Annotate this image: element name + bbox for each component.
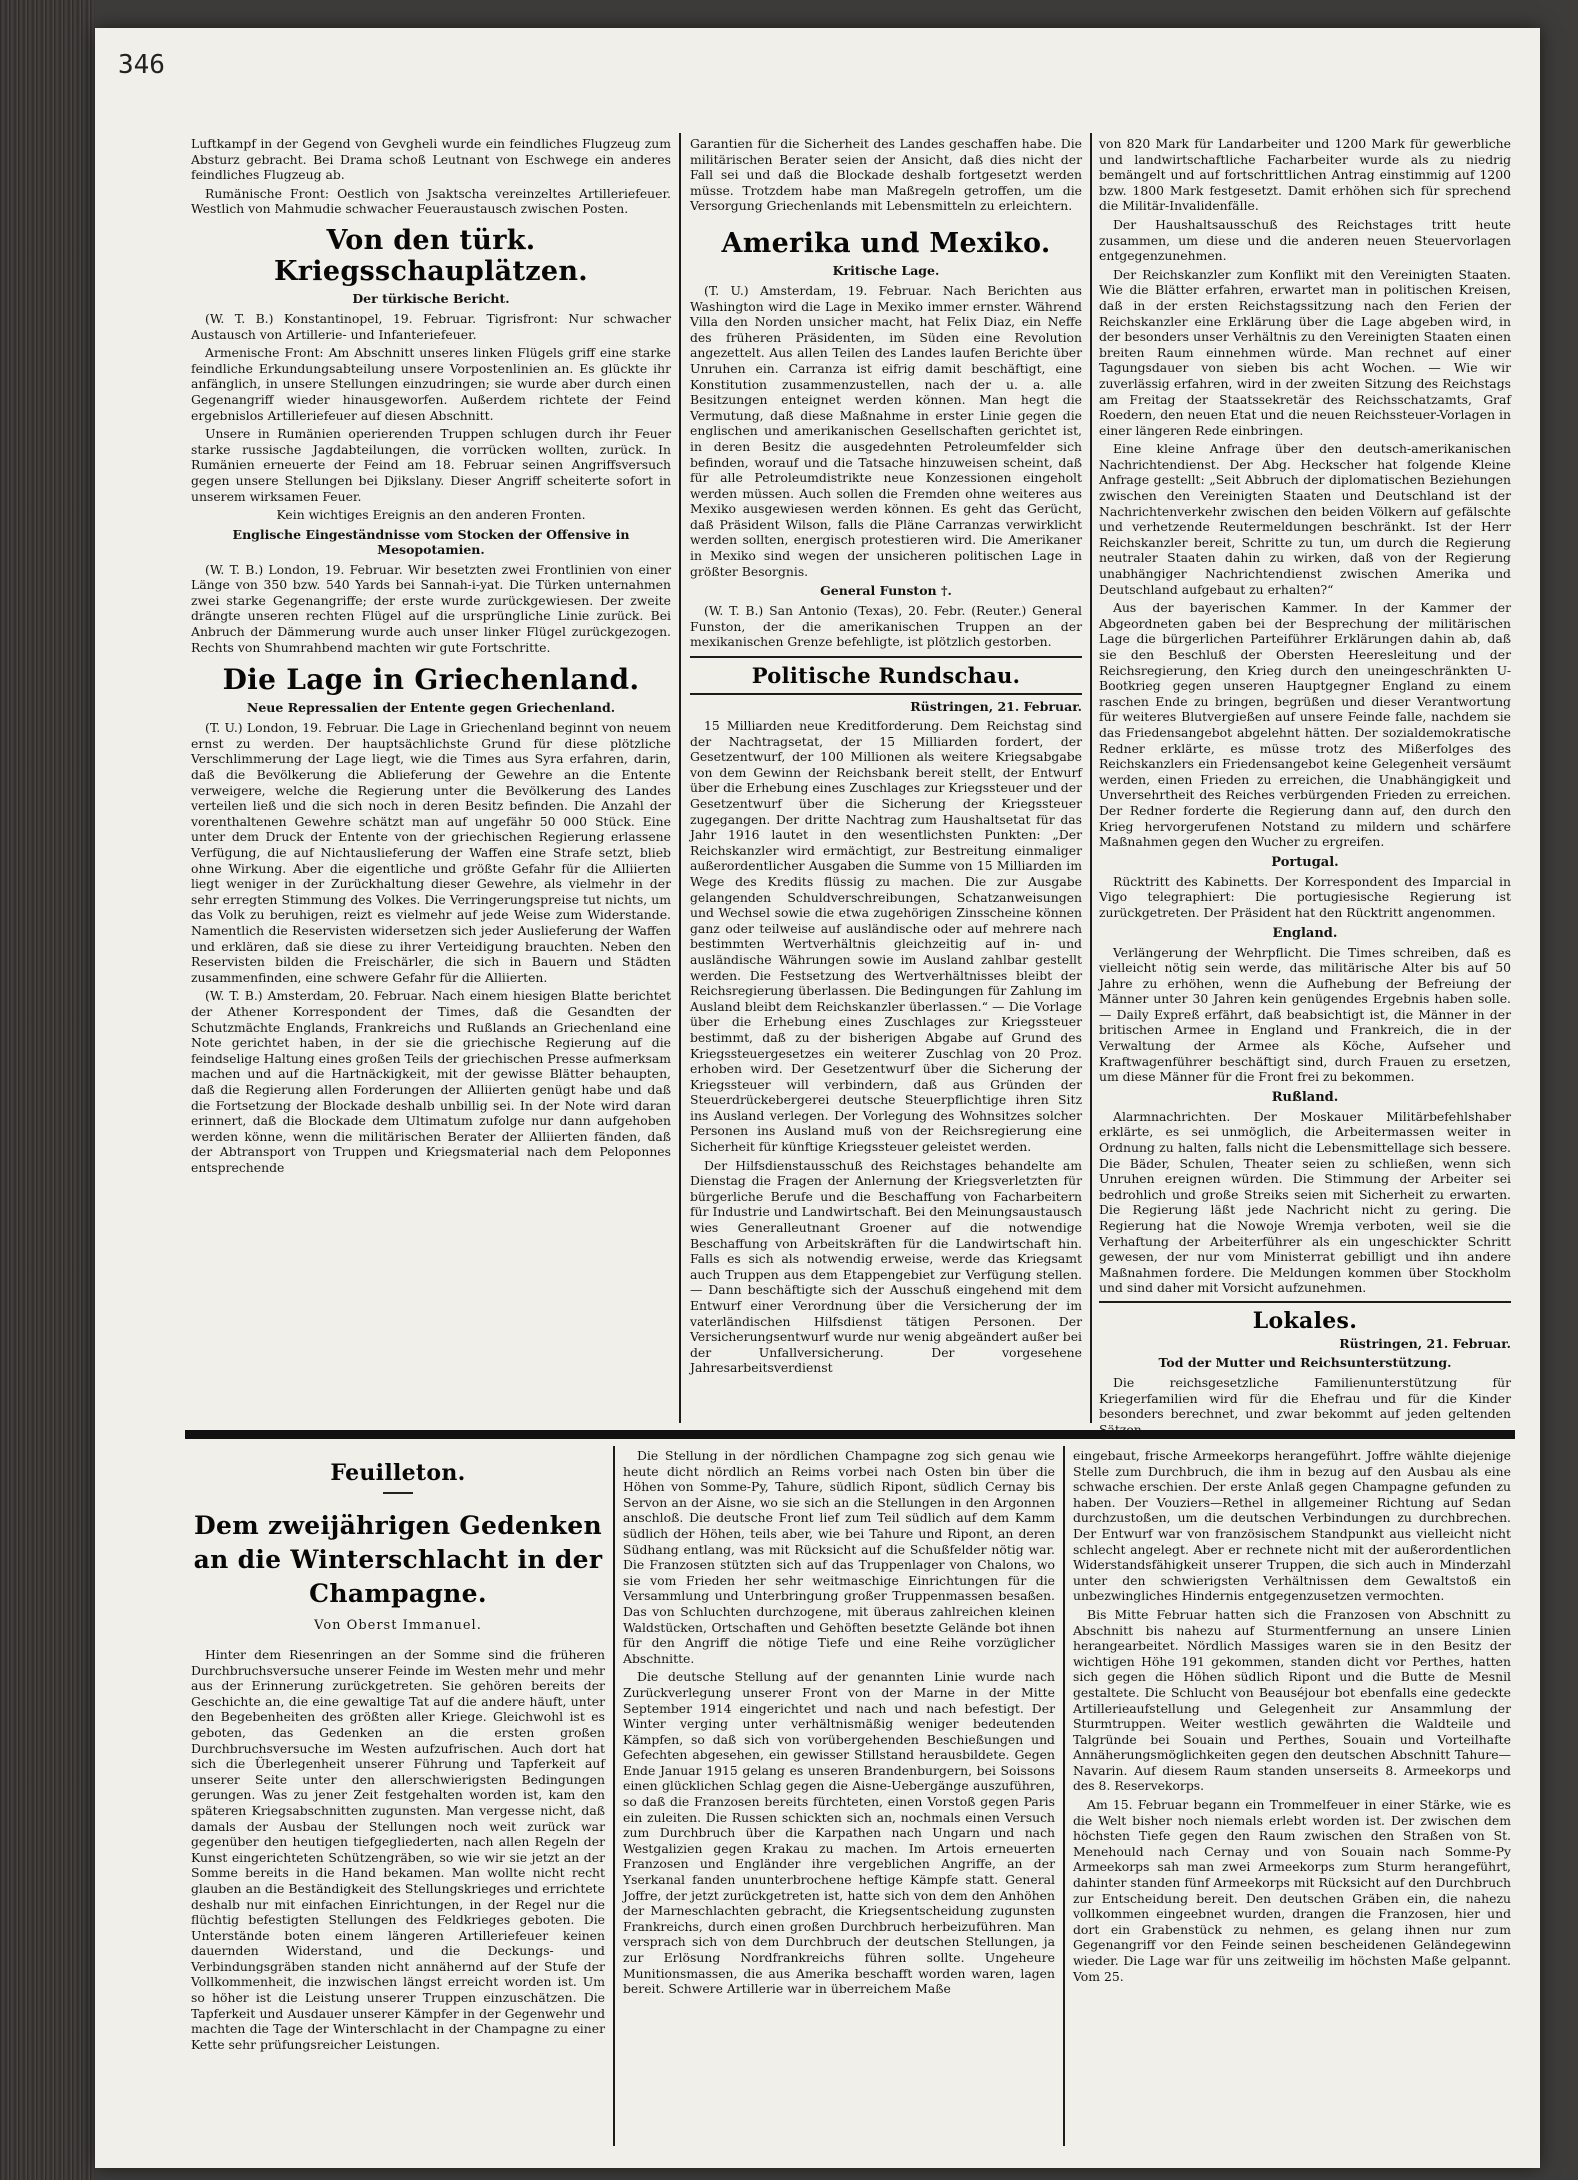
- section-box-local: [1099, 1301, 1511, 1334]
- article-text: Luftkampf in der Gegend von Gevgheli wurde ein feindliches Flugzeug zum Absturz gebracht. Bei Drama schoß Leutnant von Eschwege ein anderes feindliches Flugzeug ab.: [191, 136, 671, 183]
- headline-greece: Die Lage in Griechenland.: [222, 663, 640, 697]
- article-text: Eine kleine Anfrage über den deutsch-amerikanischen Nachrichtendienst. Der Abg. Heckscher hat folgende Kleine Anfrage gestellt: „Seit Abbruch der diplomatischen Beziehungen zwischen den Vereinigten Staaten und Deutschland ist der Nachrichtenverkehr zwischen den beiden Völkern auf gefälschte und verhetzende Reutermeldungen beschränkt. Ist der Herr Reichskanzler bereit, Schritte zu tun, um durch die Regierung neutraler Staaten dahin zu wirken, daß von der Regierung unabhängiger Nachrichtendienst zwischen Amerika und Deutschland aufgebaut zu erhalten?“: [1099, 441, 1511, 597]
- feuilleton-title-line-2: an die Winterschlacht in der: [193, 1545, 603, 1574]
- feuilleton-column-3: [1073, 1448, 1511, 2148]
- article-text: Aus der bayerischen Kammer. In der Kammer der Abgeordneten gaben bei der Besprechung der militärischen Lage die bürgerlichen Parteiführer Erklärungen dahin ab, daß sie den Beschluß der Obersten Heeresleitung und der Reichsregierung, den Krieg durch den uneingeschränkten U-Bootkrieg gegen unseren Hauptgegner England zu einem raschen Ende zu bringen, begrüßen und dieser Verantwortung für weiteres Blutvergießen auf unsere Feinde falle, nachdem sie das Friedensangebot abgelehnt hätten. Der sozialdemokratische Redner erklärte, es müsse trotz des Mißerfolges des Reichskanzlers ein Friedensangebot keine Gelegenheit versäumt werden, einen Frieden zu erreichen, die Unabhängigkeit und Unversehrtheit des Reiches verbürgenden Frieden zu erreichen. Der Redner forderte die Regierung dann auf, den durch den Krieg hervorgerufenen Notstand zu mildern und schärfere Maßnahmen gegen den Wucher zu ergreifen.: [1099, 600, 1511, 850]
- feuilleton-title-line-3: Champagne.: [309, 1579, 487, 1608]
- article-text: Armenische Front: Am Abschnitt unseres linken Flügels griff eine starke feindliche Erkundungsabteilung unsere Vorpostenlinien an. Es glückte ihr anfänglich, in unsere Stellungen einzudringen; sie wurde aber durch einen Gegenangriff wieder hinausgeworfen. Außerdem richtete der Feind ergebnislos Artilleriefeuer auf diesen Abschnitt.: [191, 345, 671, 423]
- book-spine: [0, 0, 95, 2180]
- article-text: (W. T. B.) London, 19. Februar. Wir besetzten zwei Frontlinien von einer Länge von 350 bzw. 540 Yards bei Sannah-i-yat. Die Türken unternahmen zwei starke Gegenangriffe; der erste wurde zurückgewiesen. Der zweite drängte unseren rechten Flügel auf die ursprüngliche Linie zurück. Bei Anbruch der Dämmerung wurde auch unser linker Flügel zurückgezogen. Rechts von Shumrahbend machten wir gute Fortschritte.: [191, 561, 671, 655]
- article-text: (T. U.) Amsterdam, 19. Februar. Nach Berichten aus Washington wird die Lage in Mexiko immer ernster. Während Villa den Norden unsicher macht, hat Felix Diaz, ein Neffe des früheren Präsidenten, im Süden eine Revolution angezettelt. Aus allen Teilen des Landes laufen Berichte über Unruhen ein. Carranza ist eifrig damit beschäftigt, eine Konstitution zusammenzustellen, nach der u. a. alle Besitzungen enteignet werden können. Man hegt die Vermutung, daß diese Maßnahme in erster Linie gegen die englischen und amerikanischen Gesellschaften gerichtet ist, in deren Besitz die ausgedehnten Petroleumfelder sich befinden, worauf und die Tatsache hinzuweisen scheint, daß für alle Petroleumdistrikte neue Konzessionen eingeholt werden müssen. Auch sollen die Fremden ohne weiteres aus Mexiko ausgewiesen werden können. Es geht das Gerücht, daß Präsident Wilson, falls die Pläne Carranzas verwirklicht werden sollten, energisch protestieren wird. Die Amerikaner in Mexiko sind wegen der unsicheren politischen Lage in größter Besorgnis.: [690, 282, 1082, 579]
- headline-local-news: Lokales.: [1252, 1307, 1358, 1334]
- article-text: (W. T. B.) San Antonio (Texas), 20. Febr. (Reuter.) General Funston, der die amerikanischen Truppen an der mexikanischen Grenze befehligte, ist plötzlich gestorben.: [690, 603, 1082, 650]
- dateline: Rüstringen, 21. Februar.: [1339, 1335, 1511, 1351]
- column-rule: [679, 133, 681, 1423]
- column-rule: [1090, 133, 1092, 1423]
- country-heading: Portugal.: [1271, 854, 1339, 870]
- feuilleton-author: Von Oberst Immanuel.: [314, 1618, 482, 1633]
- article-text: Hinter dem Riesenringen an der Somme sind die früheren Durchbruchsversuche unserer Feinde im Westen mehr und mehr aus der Erinnerung zurückgetreten. Sie gehören bereits der Geschichte an, die eine gewaltige Tat auf die andere häuft, unter den Begebenheiten des größten aller Kriege. Gleichwohl ist es geboten, das Gedenken an die ersten großen Durchbruchsversuche im Westen aufzufrischen. Auch dort hat sich die Überlegenheit unserer Führung und Tapferkeit auf unserer Seite unter den allerschwierigsten Bedingungen gerungen. Was zu jener Zeit festgehalten worden ist, kam den späteren Kriegsabschnitten zugunsten. Man vergesse nicht, daß damals der Ausbau der Stellungen noch weit zurück war gegenüber den heutigen tiefgegliederten, nach allen Regeln der Kunst eingerichteten Schützengräben, so wie wir sie jetzt an der Somme bereits in die Hand bekamen. Man wollte nicht recht glauben an die Beständigkeit des Stellungskrieges und errichtete deshalb nur mit einfachen Einrichtungen, in der Regel nur die flüchtig befestigten Stellungen des Feldkrieges geboten. Die Unterstände boten einem längeren Artilleriefeuer keinen dauernden Widerstand, und die Deckungs- und Verbindungsgräben standen nicht annähernd auf der Stufe der Vollkommenheit, die inzwischen längst erreicht worden ist. Um so höher ist die Leistung unserer Truppen einzuschätzen. Die Tapferkeit und Ausdauer unserer Kämpfer in der Gegenwehr und machten die Tage der Winterschlacht in der Champagne zu einer Kette sehr prüfungsreicher Leistungen.: [191, 1647, 605, 2052]
- article-text: Rumänische Front: Oestlich von Jsaktscha vereinzeltes Artilleriefeuer. Westlich von Mahmudie schwacher Feueraustausch zwischen Posten.: [191, 185, 671, 217]
- article-text: (W. T. B.) Konstantinopel, 19. Februar. Tigrisfront: Nur schwacher Austausch von Artillerie- und Infanteriefeuer.: [191, 310, 671, 342]
- page-number: 346: [118, 50, 165, 80]
- article-text: Bis Mitte Februar hatten sich die Franzosen von Abschnitt zu Abschnitt bis nahezu auf Sturmentfernung an unsere Linien herangearbeitet. Nördlich Massiges waren sie in den Besitz der wichtigen Höhe 191 gekommen, standen dicht vor Perthes, hatten sich gegen die Höhen südlich Ripont und die Butte de Mesnil gestaltete. Die Schlucht von Beauséjour bot ebenfalls eine gedeckte Artillerieaufstellung und Gelegenheit zur Ansammlung der Sturmtruppen. Weiter westlich gewährten die Waldteile und Talgründe bei Souain und Perthes, Souain und Vorteilhafte Annäherungsmöglichkeiten gegen den deutschen Abschnitt Tahure—Navarin. Auf diesem Raum standen unserseits 8. Armeekorps und des 8. Reservekorps.: [1073, 1606, 1511, 1794]
- feuilleton-title-line-1: Dem zweijährigen Gedenken: [194, 1511, 602, 1540]
- feuilleton-column-1: [191, 1448, 605, 2148]
- subheadline: Der türkische Bericht.: [352, 290, 510, 306]
- article-text: Am 15. Februar begann ein Trommelfeuer in einer Stärke, wie es die Welt bisher noch niemals erlebt worden ist. Der zwischen dem höchsten Tiefe gegen den Raum zwischen den Straßen von St. Menehould nach Cernay und von Souain nach Somme-Py Armeekorps sah man zwei Armeekorps zum Sturm herangeführt, dahinter standen fünf Armeekorps mit Rücksicht auf den Durchbruch zur Entscheidung bereit. Den deutschen Gräben ein, die nahezu vollkommen eingeebnet wurden, drangen die Franzosen, hier und dort ein Grabenstück zu nehmen, es gelang ihnen nur zum Gegenangriff vor den Feinde seinen bescheidenen Geländegewinn wieder. Die Lage war für uns zeitweilig im höchsten Maße gelpannt. Vom 25.: [1073, 1797, 1511, 1984]
- subheadline: General Funston †.: [820, 583, 952, 599]
- article-text: Rücktritt des Kabinetts. Der Korrespondent des Imparcial in Vigo telegraphiert: Die portugiesische Regierung ist zurückgetreten. Der Präsident hat den Rücktritt angenommen.: [1099, 873, 1511, 920]
- headline-america-mexico: Amerika und Mexiko.: [721, 227, 1051, 259]
- headline-turkish-fronts: Von den türk. Kriegsschauplätzen.: [274, 224, 588, 287]
- article-text: von 820 Mark für Landarbeiter und 1200 Mark für gewerbliche und landwirtschaftliche Facharbeiter wurde als zu niedrig bemängelt und auf fortschrittlichen Antrag einstimmig auf 1200 bzw. 1800 Mark festgesetzt. Damit erhöhen sich für sprechend die Militär-Invalidenfälle.: [1099, 136, 1511, 214]
- article-text: Die Stellung in der nördlichen Champagne zog sich genau wie heute dicht nördlich an Reims vorbei nach Osten bin über die Höhen von Somme-Py, Tahure, südlich Ripont, südlich Cernay bis Servon an der Aisne, wo sie sich an die Stellungen in den Argonnen anschloß. Die deutsche Front lief zum Teil südlich auf dem Kamm südlich der Höhen, teils aber, wie bei Tahure und Ripont, an deren Südhang entlang, was mit Rücksicht auf die Schußfelder nötig war. Die Franzosen stützten sich auf das Truppenlager von Chalons, wo sie vom Frieden her sehr weitmaschige Einrichtungen für die Versammlung und Unterbringung großer Truppenmassen besaßen. Das von Schluchten durchzogene, mit überaus zahlreichen kleinen Waldstücken, Ortschaften und Gehöften besetzte Gelände bot ihnen für den Angriff die nötige Tiefe und eine Reihe vorzüglicher Abschnitte.: [623, 1448, 1055, 1666]
- article-text: eingebaut, frische Armeekorps herangeführt. Joffre wählte diejenige Stelle zum Durchbruch, die ihm in bezug auf den Ausbau als eine schwache erschien. Der erste Anlaß gegen Champagne gefunden zu haben. Der Vouziers—Rethel in allgemeiner Richtung auf Sedan durchzustoßen, um die deutschen Verbindungen zu durchbrechen. Der Entwurf war von französischem Standpunkt aus vielleicht nicht schlecht angelegt. Aber er rechnete nicht mit der außerordentlichen Widerstandsfähigkeit unserer Truppen, die sich auch in Minderzahl unter den schwierigsten Verhältnissen dem Gewaltstoß ein unbezwingliches Hindernis entgegenzusetzen vermochten.: [1073, 1448, 1511, 1604]
- feuilleton-heading: Feuilleton.: [330, 1460, 466, 1486]
- article-text: Garantien für die Sicherheit des Landes geschaffen habe. Die militärischen Berater seien der Ansicht, daß dies nicht der Fall sei und daß die Blockade deshalb fortgesetzt werden müsse. Trotzdem habe man Maßregeln getroffen, um die Versorgung Griechenlands mit Lebensmitteln zu erleichtern.: [690, 136, 1082, 214]
- feuilleton-column-2: [623, 1448, 1055, 2148]
- subheadline: Kritische Lage.: [832, 262, 940, 278]
- country-heading: Rußland.: [1271, 1089, 1339, 1105]
- article-text: Der Hilfsdienstausschuß des Reichstages behandelte am Dienstag die Fragen der Anlernung der Kriegsverletzten für bürgerliche Berufe und die Beschaffung von Facharbeitern für Industrie und Landwirtschaft. Bei den Meinungsaustausch wies Generalleutnant Groener auf die notwendige Beschaffung von Arbeitskräften für die Landwirtschaft hin. Falls es sich als notwendig erweise, werde das Kriegsamt auch Truppen aus dem Etappengebiet zur Verfügung stellen. — Dann beschäftigte sich der Ausschuß eingehend mit dem Entwurf einer Verordnung über die Versicherung der im vaterländischen Hilfsdienst tätigen Personen. Der Versicherungsentwurf wurde nur wenig abgeändert außer bei der Unfallversicherung. Der vorgesehene Jahresarbeitsverdienst: [690, 1157, 1082, 1376]
- subheadline: Englische Eingeständnisse vom Stocken der Offensive in Mesopotamien.: [232, 526, 630, 557]
- column-rule: [613, 1446, 615, 2146]
- article-text: Die deutsche Stellung auf der genannten Linie wurde nach Zurückverlegung unserer Front von der Marne in der Mitte September 1914 eingerichtet und nach und nach befestigt. Der Winter verging unter verhältnismäßig weniger bedeutenden Kämpfen, so daß sich von vorübergehenden Beschießungen und Gefechten abgesehen, ein gewisser Stillstand herausbildete. Gegen Ende Januar 1915 gelang es unseren Brandenburgern, bei Soissons einen glücklichen Schlag gegen die Aisne-Uebergänge auszuführen, so daß die Franzosen bereits fürchteten, einen Vorstoß gegen Paris ein zuleiten. Die Russen schickten sich an, nochmals einen Versuch zum Durchbruch über die Karpathen nach Ungarn und nach Westgalizien gegen Krakau zu machen. Im Artois erneuerten Franzosen und Engländer ihre vergeblichen Angriffe, an der Yserkanal fanden ununterbrochene heftige Kämpfe statt. General Joffre, der jetzt zurückgetreten ist, hatte sich von dem den Anhöhen der Marneschlachten gebracht, die Kriegsentscheidung zugunsten Frankreichs, durch einen großen Durchbruch herbeizuführen. Man versprach sich von dem Durchbruch der deutschen Stellungen, ja zur Erlösung Nordfrankreichs führen sollte. Ungeheure Munitionsmassen, die aus Amerika beschafft worden waren, lagen bereit. Schwere Artillerie war in überreichem Maße: [623, 1669, 1055, 1997]
- article-text: Kein wichtiges Ereignis an den anderen Fronten.: [276, 507, 586, 523]
- article-text: Unsere in Rumänien operierenden Truppen schlugen durch ihr Feuer starke russische Jagdabteilungen, die vorrücken wollten, zurück. In Rumänien erneuerte der Feind am 18. Februar seinen Angriffsversuch gegen unsere Stellungen bei Djikslany. Dieser Angriff scheiterte sofort in unserem wirksamen Feuer.: [191, 426, 671, 504]
- article-text: Verlängerung der Wehrpflicht. Die Times schreiben, daß es vielleicht nötig sein werde, das militärische Alter bis auf 50 Jahre zu erhöhen, wenn die Aufhebung der Befreiung der Männer unter 30 Jahren kein genügendes Ergebnis haben solle. — Daily Expreß erfährt, daß beabsichtigt ist, die Männer in der britischen Armee in England und Frankreich, die in der Verwaltung der Armee als Köche, Aufseher und Kraftwagenführer beschäftigt sind, durch Frauen zu ersetzen, um diese Männer für die Front frei zu bekommen.: [1099, 944, 1511, 1085]
- column-3: [1099, 136, 1511, 1437]
- dateline: Rüstringen, 21. Februar.: [910, 699, 1082, 715]
- subheadline: Tod der Mutter und Reichsunterstützung.: [1158, 1354, 1452, 1370]
- article-text: Die reichsgesetzliche Familienunterstützung für Kriegerfamilien wird für die Ehefrau und für die Kinder besonders berechnet, und zwar bekommt auf jeden geltenden Sätzen: [1099, 1374, 1511, 1437]
- newspaper-page: [95, 28, 1540, 2168]
- country-heading: England.: [1272, 925, 1338, 941]
- column-1: [191, 136, 671, 1426]
- column-rule: [1063, 1446, 1065, 2146]
- section-box-politics: [690, 656, 1082, 695]
- subheadline: Neue Repressalien der Entente gegen Griechenland.: [246, 700, 616, 716]
- heading-divider: [383, 1492, 413, 1494]
- article-text: Der Reichskanzler zum Konflikt mit den Vereinigten Staaten. Wie die Blätter erfahren, erwartet man in politischen Kreisen, daß in der ersten Reichstagssitzung nach den Ferien der Reichskanzler eine Erklärung über die Lage abgeben wird, in der besonders unser Verhältnis zu den Vereinigten Staaten einen breiten Raum einnehmen würde. Man rechnet auf einer Tagungsdauer von sieben bis acht Wochen. — Wie wir zuverlässig erfahren, wird in der zweiten Sitzung des Reichstags am Freitag der Staatssekretär des Reichsschatzamts, Graf Roedern, den neuen Etat und die neuen Reichssteuer-Vorlagen in einer längeren Rede einbringen.: [1099, 266, 1511, 438]
- article-text: (W. T. B.) Amsterdam, 20. Februar. Nach einem hiesigen Blatte berichtet der Athener Korrespondent der Times, daß die Gesandten der Schutzmächte Englands, Frankreichs und Rußlands an Griechenland eine Note gerichtet haben, in der sie die griechische Regierung auf die feindselige Haltung eines großen Teils der griechischen Presse aufmerksam machen und auf die Hartnäckigkeit, mit der gewisse Blätter behaupten, daß die Regierung allen Forderungen der Alliierten genügt habe und daß die Fortsetzung der Blockade deshalb unbillig sei. In der Note wird daran erinnert, daß die Blockade dem Ultimatum zufolge nur dann aufgehoben werden könne, wenn die militärischen Berater der Alliierten fänden, daß der Abtransport von Truppen und Kriegsmaterial nach dem Peloponnes entsprechende: [191, 988, 671, 1175]
- article-text: Alarmnachrichten. Der Moskauer Militärbefehlshaber erklärte, es sei unmöglich, die Arbeitermassen weiter in Ordnung zu halten, falls nicht die Lebensmittellage sich bessere. Die Bäder, Schulen, Theater seien zu schließen, wenn sich Unruhen ereignen würden. Die Stimmung der Arbeiter sei bedrohlich und große Streiks seien mit Sicherheit zu erwarten. Die Regierung läßt jede Nachricht nicht zu gering. Die Regierung hat die Nowoje Wremja verboten, weil sie die Verhaftung der Arbeiterführer als ein ungeschickter Schritt gewesen, der nur vom Ministerrat gebilligt und ihn andere Maßnahmen fordere. Die Meldungen kommen über Stockholm und sind daher mit Vorsicht aufzunehmen.: [1099, 1108, 1511, 1296]
- column-2: [690, 136, 1082, 1426]
- headline-political-review: Politische Rundschau.: [751, 663, 1021, 689]
- article-text: 15 Milliarden neue Kreditforderung. Dem Reichstag sind der Nachtragsetat, der 15 Milliarden fordert, der Gesetzentwurf, der 100 Millionen als weitere Kriegsabgabe von dem Gewinn der Reichsbank bereit stellt, der Entwurf über die Erhebung eines Zuschlages zur Kriegssteuer und der Gesetzentwurf über die Sicherung der Kriegssteuer zugegangen. Der dritte Nachtrag zum Haushaltsetat für das Jahr 1916 lautet in den wesentlichsten Punkten: „Der Reichskanzler wird ermächtigt, zur Bestreitung einmaliger außerordentlicher Ausgaben die Summe von 15 Milliarden im Wege des Kredits flüssig zu machen. Die zur Ausgabe gelangenden Schuldverschreibungen, Schatzanweisungen und Wechsel sowie die etwa zugehörigen Zinsscheine können ganz oder teilweise auf ausländische oder auf mehrere nach bestimmten Wertverhältnis gleichzeitig auf in- und ausländische Währungen sowie im Ausland zahlbar gestellt werden. Die Festsetzung des Wertverhältnisses bleibt der Reichsregierung überlassen. Die Bedingungen für Zahlung im Ausland bleibt dem Reichskanzler überlassen.“ — Die Vorlage über die Erhebung eines Zuschlages zur Kriegssteuer bestimmt, daß zu der bisherigen Abgabe auf Grund des Kriegssteuergesetzes ein weiterer Zuschlag von 20 Proz. erhoben wird. Der Gesetzentwurf über die Sicherung der Kriegssteuer will verbindern, daß aus Gründen der Steuerdrückebergerei deutsche Steuerpflichtige ihren Sitz ins Ausland verlegen. Der Vorlegung des Wohnsitzes solcher Personen ins Ausland muß von der Reichsregierung eine Sicherheit für künftige Kriegssteuer geleistet werden.: [690, 718, 1082, 1155]
- article-text: Der Haushaltsausschuß des Reichstages tritt heute zusammen, um diese und die anderen neuen Steuervorlagen entgegenzunehmen.: [1099, 216, 1511, 264]
- article-text: (T. U.) London, 19. Februar. Die Lage in Griechenland beginnt von neuem ernst zu werden. Der hauptsächlichste Grund für diese plötzliche Verschlimmerung der Lage liegt, wie die Times aus Syra erfahren, darin, daß die Bevölkerung die Ablieferung der Gewehre an die Entente verweigere, welche die Regierung unter die Bevölkerung des Landes verteilen ließ und die sich noch in deren Besitz befinden. Die Anzahl der vorenthaltenen Gewehre schätzt man auf ungefähr 50 000 Stück. Eine unter dem Druck der Entente von der griechischen Regierung erlassene Verfügung, die auf Nichtauslieferung der Waffen eine Strafe setzt, blieb ohne Wirkung. Aber die eigentliche und größte Gefahr für die Alliierten liegt weniger in der Zurückhaltung dieser Gewehre, als vielmehr in der sehr erregten Stimmung des Volkes. Die Verringerungspreise tut nichts, um das Volk zu beruhigen, reizt es vielmehr auf jede Weise zum Widerstande. Namentlich die Reservisten widersetzen sich jeder Auslieferung der Waffen und erklären, daß sie diese zu ihrer Verteidigung brauchten. Neben den Reservisten bilden die Freischärler, die sich in Bauern und Städten zusammenfinden, eine schwere Gefahr für die Alliierten.: [191, 720, 671, 985]
